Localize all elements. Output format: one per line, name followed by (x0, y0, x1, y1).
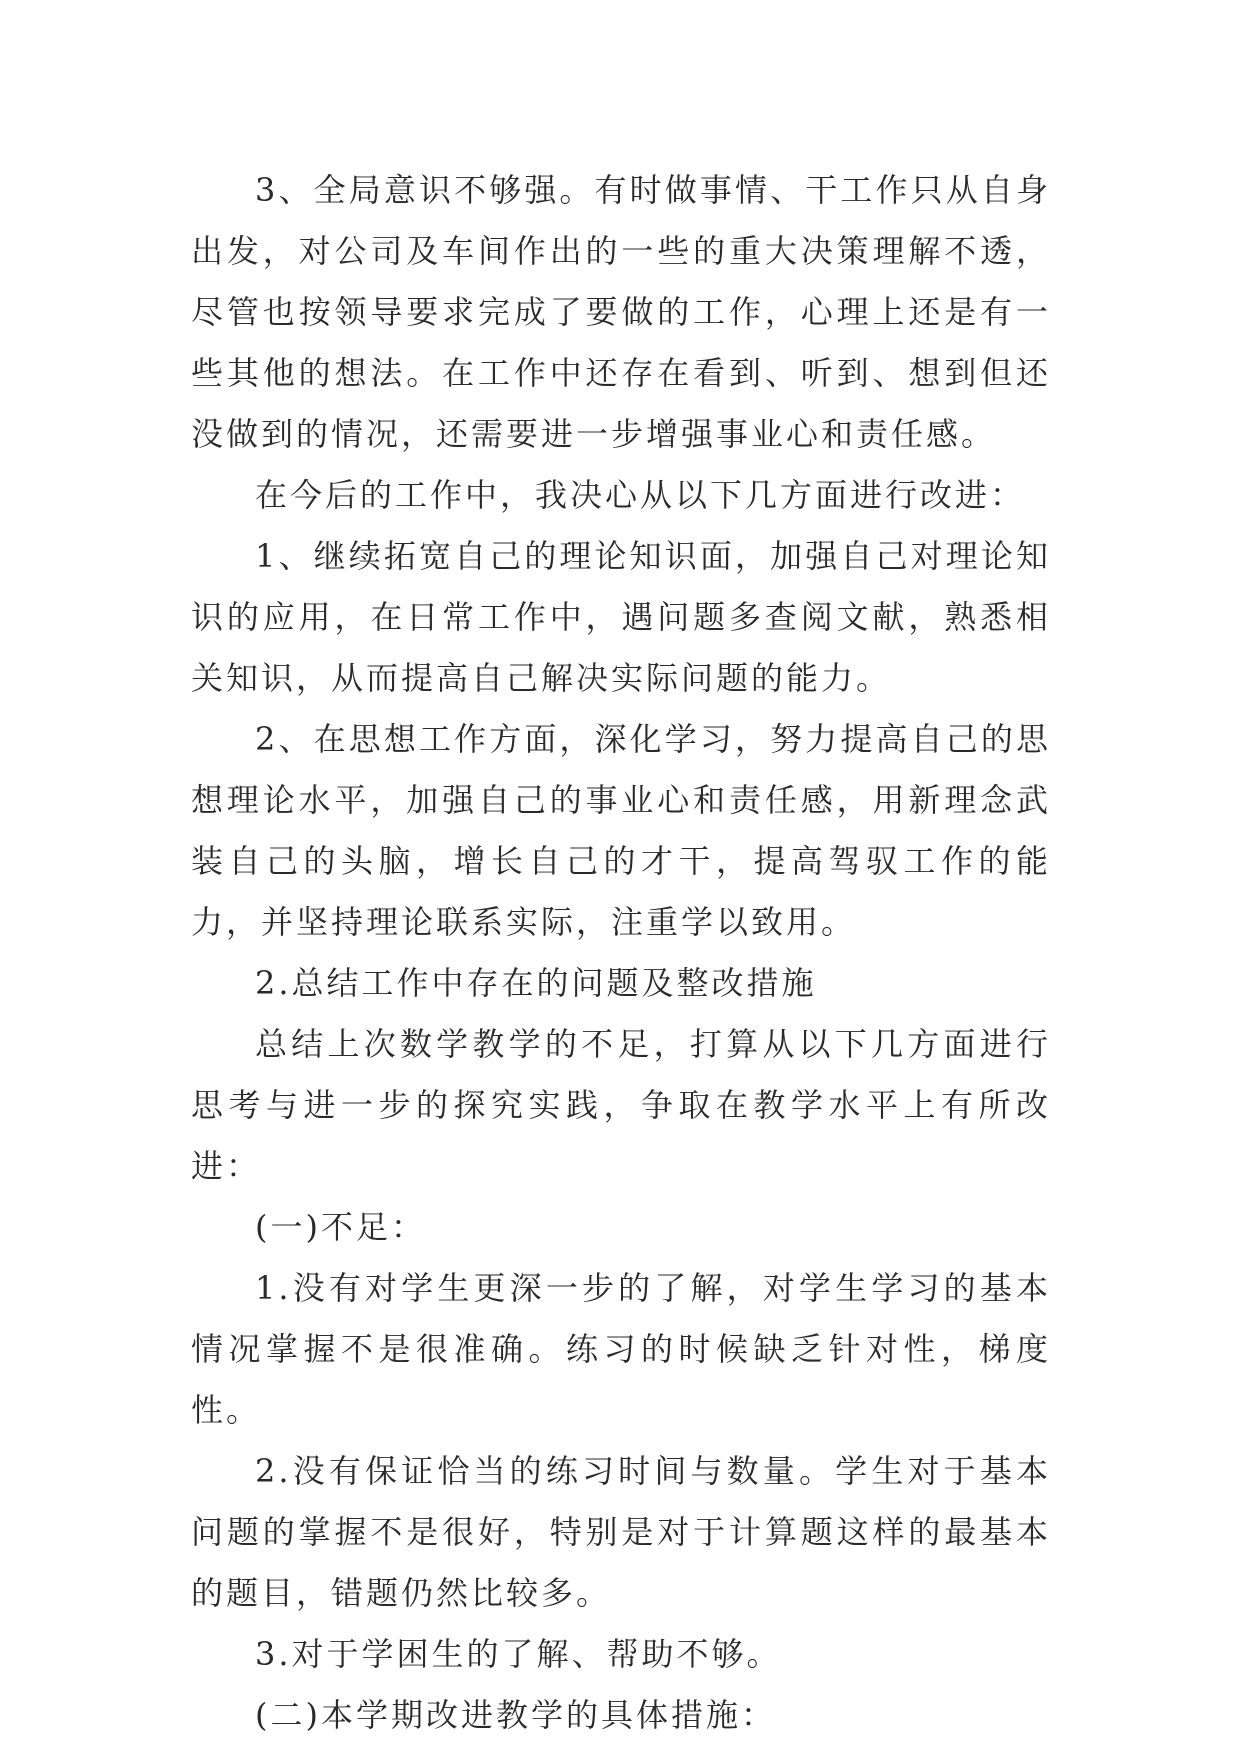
section-heading-problems: 2.总结工作中存在的问题及整改措施 (255, 964, 817, 1002)
paragraph-improvement-2: 2、在思想工作方面，深化学习，努力提高自己的思想理论水平，加强自己的事业心和责任感，用新理念武装自己的头脑，增长自己的才干，提高驾驭工作的能力，并坚持理论联系实际，注重学以致用。 (191, 720, 1051, 941)
document-body (191, 160, 1051, 1746)
paragraph-improvement-intro: 在今后的工作中，我决心从以下几方面进行改进： (255, 476, 1026, 514)
subheading-shortcomings: (一)不足： (255, 1208, 426, 1246)
paragraph-teaching-summary: 总结上次数学教学的不足，打算从以下几方面进行思考与进一步的探究实践，争取在教学水平上有所改进： (191, 1025, 1051, 1185)
paragraph-shortcoming-2: 2.没有保证恰当的练习时间与数量。学生对于基本问题的掌握不是很好，特别是对于计算题这样的最基本的题目，错题仍然比较多。 (191, 1452, 1051, 1612)
paragraph-global-awareness: 3、全局意识不够强。有时做事情、干工作只从自身出发，对公司及车间作出的一些的重大决策理解不透，尽管也按领导要求完成了要做的工作，心理上还是有一些其他的想法。在工作中还存在看到、听到、想到但还没做到的情况，还需要进一步增强事业心和责任感。 (191, 171, 1051, 453)
paragraph-shortcoming-3: 3.对于学困生的了解、帮助不够。 (255, 1635, 782, 1673)
paragraph-improvement-1: 1、继续拓宽自己的理论知识面，加强自己对理论知识的应用，在日常工作中，遇问题多查阅文献，熟悉相关知识，从而提高自己解决实际问题的能力。 (191, 537, 1051, 697)
paragraph-shortcoming-1: 1.没有对学生更深一步的了解，对学生学习的基本情况掌握不是很准确。练习的时候缺乏针对性，梯度性。 (191, 1269, 1051, 1429)
subheading-measures: (二)本学期改进教学的具体措施： (255, 1696, 776, 1734)
